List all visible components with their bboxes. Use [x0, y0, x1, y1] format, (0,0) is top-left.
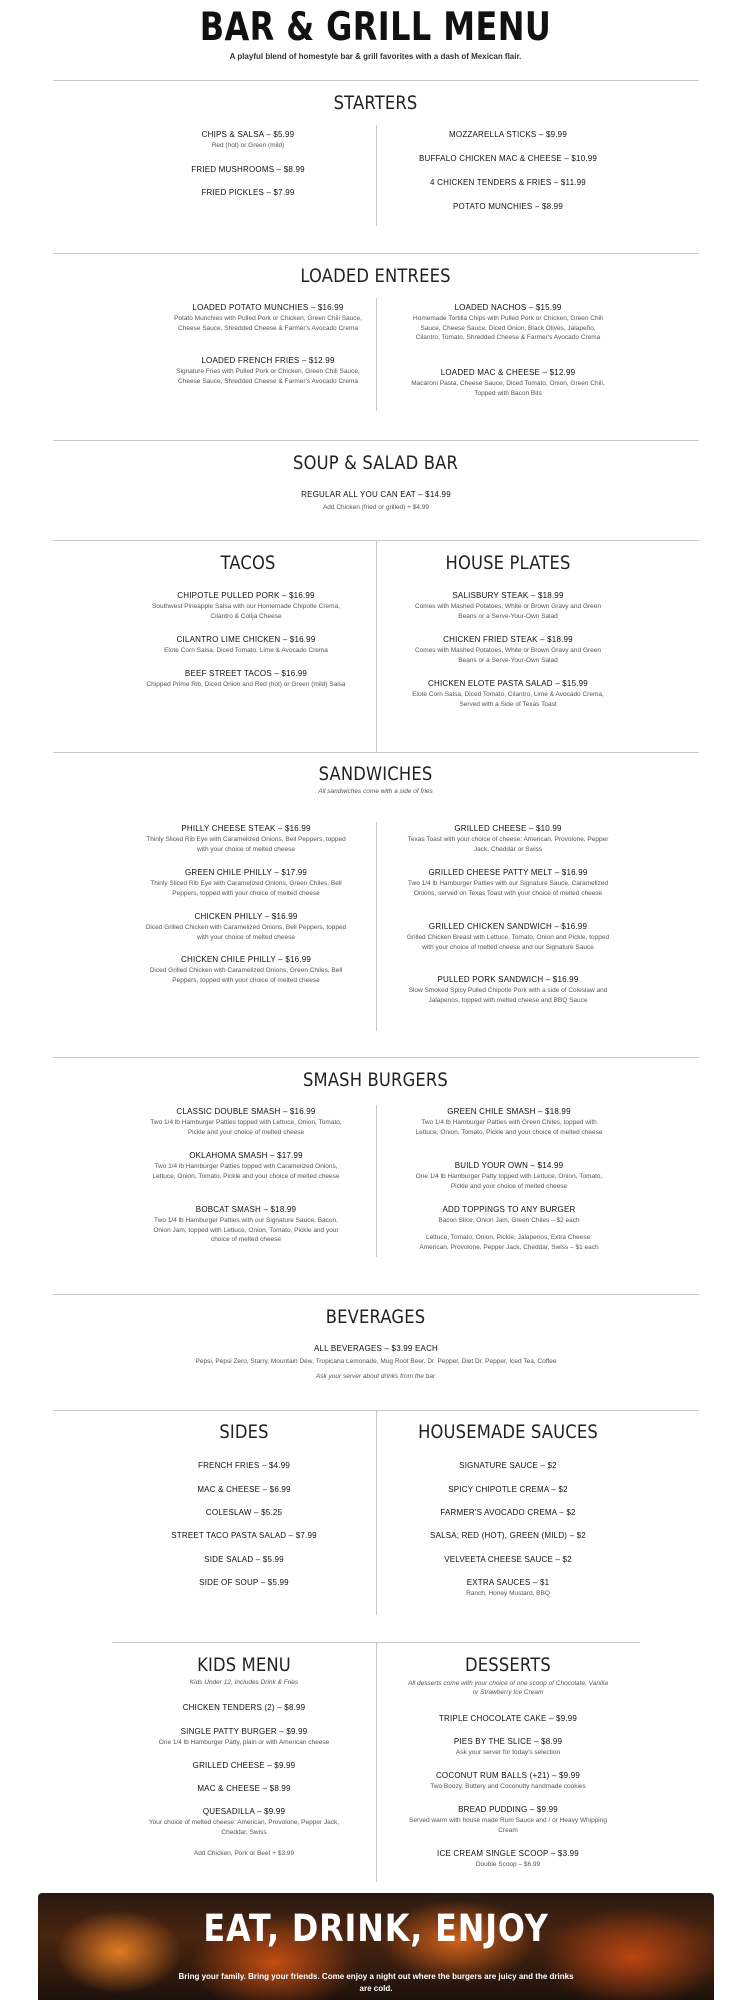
column-divider: [376, 1642, 377, 1882]
item-name: TRIPLE CHOCOLATE CAKE – $9.99: [438, 1714, 578, 1723]
menu-item: [408, 590, 608, 621]
item-desc: Chipped Prime Rib, Diced Onion and Red (hot) or Green (mild) Salsa: [146, 681, 346, 688]
menu-item: [410, 302, 606, 343]
tacos-title: TACOS: [220, 552, 276, 574]
menu-item: [388, 153, 628, 164]
item-name: CLASSIC DOUBLE SMASH – $16.99: [176, 1107, 316, 1116]
item-desc: Your choice of melted cheese: American, Provolone, Pepper Jack, Cheddar, Swiss: [148, 1819, 340, 1836]
soup-salad-item: [226, 489, 526, 513]
menu-item: [146, 1726, 342, 1748]
item-desc: Two 1/4 lb Hamburger Patties with our Signature Sauce, Bacon, Onion Jam, topped with Lettuce, Onion, Tomato, Pickle and your choice of melted cheese: [153, 1217, 339, 1243]
menu-item: [144, 867, 348, 898]
item-desc: Thinly Sliced Rib Eye with Caramelized Onions, Green Chiles, Bell Peppers, topped with your choice of melted cheese: [150, 880, 342, 897]
starters-title: STARTERS: [333, 92, 418, 114]
item-name: MAC & CHEESE – $8.99: [197, 1784, 291, 1793]
item-name: CHIPS & SALSA – $5.99: [201, 130, 295, 139]
item-desc: Ranch, Honey Mustard, BBQ: [466, 1590, 550, 1597]
desserts-title: DESSERTS: [465, 1654, 551, 1676]
item-name: BUILD YOUR OWN – $14.99: [454, 1161, 564, 1170]
house-plates-title: HOUSE PLATES: [445, 552, 571, 574]
column-divider: [376, 125, 377, 226]
item-name: GRILLED CHICKEN SANDWICH – $16.99: [428, 922, 588, 931]
item-name: SALISBURY STEAK – $18.99: [452, 591, 564, 600]
item-desc: Red (hot) or Green (mild): [211, 142, 285, 149]
menu-item: [150, 1150, 342, 1181]
menu-item: [412, 1232, 606, 1252]
item-desc: Signature Fries with Pulled Pork or Chicken, Green Chili Sauce, Cheese Sauce, Shredded Cheese & Farmer's Avocado Crema: [176, 368, 360, 385]
item-name: MAC & CHEESE – $6.99: [197, 1485, 291, 1494]
menu-item: [168, 302, 368, 333]
item-name: LOADED FRENCH FRIES – $12.99: [201, 356, 335, 365]
item-desc: Served warm with house made Rum Sauce and / or Heavy Whipping Cream: [409, 1817, 607, 1834]
loaded-entrees-left-column: [168, 302, 368, 385]
menu-item: [150, 1204, 342, 1245]
item-name: GREEN CHILE PHILLY – $17.99: [184, 868, 308, 877]
menu-item: [408, 1554, 608, 1565]
divider: [53, 1294, 699, 1295]
hero-banner: [38, 1893, 714, 2000]
soup-salad-title: SOUP & SALAD BAR: [293, 452, 458, 474]
item-desc: One 1/4 lb Hamburger Patty, plain or with American cheese: [158, 1739, 330, 1746]
column-divider: [376, 822, 377, 1031]
item-name: BREAD PUDDING – $9.99: [458, 1805, 558, 1814]
item-name: SINGLE PATTY BURGER – $9.99: [180, 1727, 308, 1736]
menu-item: [412, 1204, 606, 1226]
menu-item: [146, 668, 346, 690]
item-name: CHICKEN TENDERS (2) – $8.99: [182, 1703, 306, 1712]
beverages-title: BEVERAGES: [325, 1306, 426, 1328]
item-desc: Two 1/4 lb Hamburger Patties with Green Chiles, topped with Lettuce, Onion, Tomato, Pickle and your choice of melted cheese: [415, 1119, 603, 1136]
menu-item: [146, 590, 346, 621]
beverages-item: [126, 1343, 626, 1367]
menu-item: [144, 1530, 344, 1541]
menu-item: [150, 1106, 342, 1137]
item-name: COLESLAW – $5.25: [205, 1508, 283, 1517]
menu-item: [408, 1530, 608, 1541]
banner-title: EAT, DRINK, ENJOY: [203, 1907, 549, 1950]
item-desc: Elote Corn Salsa, Diced Tomato, Cilantro, Lime & Avocado Crema, Served with a Side of Texas Toast: [412, 691, 604, 708]
menu-item: [128, 129, 368, 151]
starters-left-column: [128, 129, 368, 197]
menu-item: [408, 1484, 608, 1495]
menu-item: [408, 1460, 608, 1471]
item-desc: Grilled Chicken Breast with Lettuce, Tomato, Onion and Pickle, topped with your choice of melted cheese and our Signature Sauce: [406, 934, 610, 951]
item-desc: Southwest Pineapple Salsa with our Homemade Chipotle Crema, Cilantro & Cotija Cheese: [152, 603, 340, 620]
menu-item: [388, 129, 628, 140]
item-name: PIES BY THE SLICE – $8.99: [453, 1737, 563, 1746]
smash-burgers-left-column: [150, 1106, 342, 1243]
menu-item: [144, 954, 348, 985]
item-name: FRENCH FRIES – $4.99: [197, 1461, 291, 1470]
house-plates-column: [408, 590, 608, 708]
item-name: VELVEETA CHEESE SAUCE – $2: [444, 1555, 572, 1564]
divider: [53, 80, 699, 81]
item-name: SIDE OF SOUP – $5.99: [199, 1578, 289, 1587]
menu-item: [404, 823, 612, 854]
item-desc: Two 1/4 lb Hamburger Patties with our Signature Sauce, Caramelized Onions, served on Texas Toast with your choice of melted cheese: [407, 880, 609, 897]
item-desc: Two 1/4 lb Hamburger Patties topped with Lettuce, Onion, Tomato, Pickle and your choice of melted cheese: [150, 1119, 342, 1136]
page-subtitle: A playful blend of homestyle bar & grill favorites with a dash of Mexican flair.: [229, 52, 522, 61]
item-name: GRILLED CHEESE – $10.99: [454, 824, 562, 833]
menu-item: [144, 1484, 344, 1495]
item-desc: Homemade Tortilla Chips with Pulled Pork or Chicken, Green Chili Sauce, Cheese Sauce, Diced Onion, Black Olives, Jalapeño, Cilantro, Tomato, Shredded Cheese & Farmer's Avocado Crema: [413, 315, 603, 341]
banner-subtitle: Bring your family. Bring your friends. Come enjoy a night out where the burgers are juicy and the drinks are cold.: [178, 1972, 574, 1993]
item-name: CILANTRO LIME CHICKEN – $16.99: [176, 635, 316, 644]
menu-item: [408, 1577, 608, 1599]
column-divider: [376, 298, 377, 411]
divider: [53, 253, 699, 254]
item-desc: Thinly Sliced Rib Eye with Caramelized Onions, Bell Peppers, topped with your choice of melted cheese: [146, 836, 346, 853]
sandwiches-right-column: [404, 823, 612, 1004]
menu-item: [146, 1806, 342, 1837]
item-name: CHICKEN ELOTE PASTA SALAD – $15.99: [428, 679, 588, 688]
item-desc: Add Chicken (fried or grilled) + $4.99: [322, 504, 430, 511]
item-name: ALL BEVERAGES – $3.99 EACH: [313, 1344, 439, 1353]
item-name: SALSA; RED (HOT), GREEN (MILD) – $2: [430, 1531, 586, 1540]
loaded-entrees-title: LOADED ENTREES: [300, 265, 451, 287]
loaded-entrees-right-column: [410, 302, 606, 397]
item-desc: Pepsi, Pepsi Zero, Starry, Mountain Dew, Tropicana Lemonade, Mug Root Beer, Dr. Pepper, Diet Dr. Pepper, Iced Tea, Coffee: [195, 1358, 557, 1365]
item-name: SIDE SALAD – $5.99: [204, 1555, 284, 1564]
item-desc: Bacon Slice, Onion Jam, Green Chiles – $2 each: [438, 1217, 580, 1224]
item-desc: One 1/4 lb Hamburger Patty topped with Lettuce, Onion, Tomato, Pickle and your choice of melted cheese: [415, 1173, 603, 1190]
menu-item: [408, 1736, 608, 1758]
menu-item: [144, 1460, 344, 1471]
item-name: FRIED PICKLES – $7.99: [201, 188, 295, 197]
item-name: FRIED MUSHROOMS – $8.99: [191, 165, 305, 174]
item-name: CHICKEN PHILLY – $16.99: [194, 912, 298, 921]
menu-item: [408, 1804, 608, 1835]
item-desc: Two 1/4 lb Hamburger Patties topped with Caramelized Onions, Lettuce, Onion, Tomato, Pickle and your choice of melted cheese: [152, 1163, 340, 1180]
menu-item: [168, 355, 368, 386]
item-desc: Macaroni Pasta, Cheese Sauce, Diced Tomato, Onion, Green Chili, Topped with Bacon Bits: [411, 380, 605, 397]
sandwiches-left-column: [144, 823, 348, 984]
item-name: SPICY CHIPOTLE CREMA – $2: [448, 1485, 568, 1494]
item-name: QUESADILLA – $9.99: [202, 1807, 286, 1816]
menu-item: [144, 1577, 344, 1588]
item-name: LOADED POTATO MUNCHIES – $16.99: [192, 303, 344, 312]
item-desc: Elote Corn Salsa, Diced Tomato, Lime & Avocado Crema: [164, 647, 328, 654]
item-name: BEEF STREET TACOS – $16.99: [184, 669, 308, 678]
item-name: OKLAHOMA SMASH – $17.99: [189, 1151, 303, 1160]
item-desc: Diced Grilled Chicken with Caramelized Onions, Bell Peppers, topped with your choice of melted cheese: [145, 924, 347, 941]
item-name: LOADED MAC & CHEESE – $12.99: [440, 368, 576, 377]
item-desc: Texas Toast with your choice of cheese: American, Provolone, Pepper Jack, Cheddar or Swiss: [407, 836, 609, 853]
menu-item: [412, 1106, 606, 1137]
menu-item: [404, 974, 612, 1005]
menu-item: [404, 867, 612, 898]
item-name: GRILLED CHEESE PATTY MELT – $16.99: [428, 868, 588, 877]
item-name: ADD TOPPINGS TO ANY BURGER: [442, 1205, 576, 1214]
item-name: BUFFALO CHICKEN MAC & CHEESE – $10.99: [418, 154, 598, 163]
sandwiches-title: SANDWICHES: [318, 763, 433, 785]
menu-item: [144, 1554, 344, 1565]
beverages-note: Ask your server about drinks from the bar: [315, 1373, 436, 1380]
kids-title: KIDS MENU: [197, 1654, 291, 1676]
item-name: STREET TACO PASTA SALAD – $7.99: [171, 1531, 317, 1540]
item-desc: Comes with Mashed Potatoes, White or Brown Gravy and Green Beans or a Serve-Your-Own Salad: [414, 647, 602, 664]
item-name: GRILLED CHEESE – $9.99: [192, 1761, 296, 1770]
item-name: COCONUT RUM BALLS (+21) – $9.99: [435, 1771, 581, 1780]
item-desc: Comes with Mashed Potatoes, White or Brown Gravy and Green Beans or a Serve-Your-Own Salad: [414, 603, 602, 620]
menu-item: [388, 177, 628, 188]
sandwiches-note: All sandwiches come with a side of fries: [318, 788, 433, 795]
divider: [53, 1057, 699, 1058]
menu-item: [128, 187, 368, 198]
menu-item: [146, 634, 346, 656]
page-title: BAR & GRILL MENU: [199, 5, 552, 50]
item-name: GREEN CHILE SMASH – $18.99: [447, 1107, 571, 1116]
item-name: REGULAR ALL YOU CAN EAT – $14.99: [301, 490, 451, 499]
sides-title: SIDES: [219, 1421, 269, 1443]
item-name: LOADED NACHOS – $15.99: [454, 303, 562, 312]
smash-burgers-right-column: [412, 1106, 606, 1251]
item-name: CHIPOTLE PULLED PORK – $16.99: [177, 591, 315, 600]
menu-item: [144, 1507, 344, 1518]
column-divider: [376, 1105, 377, 1257]
menu-item: [388, 201, 628, 212]
menu-item: [146, 1760, 342, 1771]
menu-item: [408, 1713, 608, 1724]
menu-item: [144, 823, 348, 854]
item-name: MOZZARELLA STICKS – $9.99: [449, 130, 567, 139]
sauces-title: HOUSEMADE SAUCES: [418, 1421, 598, 1443]
item-name: EXTRA SAUCES – $1: [466, 1578, 550, 1587]
item-desc: Potato Munchies with Pulled Pork or Chicken, Green Chili Sauce, Cheese Sauce, Shredded Cheese & Farmer's Avocado Crema: [174, 315, 362, 332]
menu-item: [408, 634, 608, 665]
column-divider: [376, 1410, 377, 1615]
item-desc: Two Boozy, Buttery and Coconutty handmade cookies: [430, 1783, 586, 1790]
item-name: ICE CREAM SINGLE SCOOP – $3.99: [437, 1849, 579, 1858]
item-name: SIGNATURE SAUCE – $2: [459, 1461, 557, 1470]
menu-item: [408, 1770, 608, 1792]
divider: [53, 440, 699, 441]
menu-item: [410, 367, 606, 398]
item-desc: Double Scoop – $6.99: [475, 1861, 541, 1868]
item-desc: Slow Smoked Spicy Pulled Chipotle Pork with a side of Coleslaw and Jalapenos, topped with melted cheese and BBQ Sauce: [408, 987, 608, 1004]
item-desc: Diced Grilled Chicken with Caramelized Onions, Green Chiles, Bell Peppers, topped with your choice of melted cheese: [149, 967, 343, 984]
item-name: CHICKEN FRIED STEAK – $18.99: [443, 635, 573, 644]
item-desc: Ask your server for today's selection: [455, 1749, 561, 1756]
kids-note: Kids Under 12, Includes Drink & Fries: [189, 1679, 299, 1686]
menu-item: [404, 921, 612, 952]
desserts-note: All desserts come with your choice of one scoop of Chocolate, Vanilla or Strawberry Ice Cream: [408, 1680, 608, 1696]
menu-item: [144, 911, 348, 942]
item-name: 4 CHICKEN TENDERS & FRIES – $11.99: [430, 178, 586, 187]
item-name: PULLED PORK SANDWICH – $16.99: [437, 975, 579, 984]
menu-item: [408, 1507, 608, 1518]
menu-item: [128, 164, 368, 175]
item-name: BOBCAT SMASH – $18.99: [195, 1205, 297, 1214]
menu-item: [146, 1702, 342, 1713]
menu-item: [408, 678, 608, 709]
item-name: FARMER'S AVOCADO CREMA – $2: [440, 1508, 576, 1517]
smash-burgers-title: SMASH BURGERS: [303, 1069, 448, 1091]
item-name: PHILLY CHEESE STEAK – $16.99: [181, 824, 311, 833]
tacos-column: [146, 590, 346, 688]
menu-item: [412, 1160, 606, 1191]
item-desc: Lettuce, Tomato, Onion, Pickle, Jalapenos, Extra Cheese: American, Provolone, Pepper Jack, Cheddar, Swiss – $1 each: [419, 1234, 599, 1251]
item-name: POTATO MUNCHIES – $8.99: [453, 202, 563, 211]
menu-item: [408, 1848, 608, 1870]
menu-item: [146, 1783, 342, 1794]
item-name: CHICKEN CHILE PHILLY – $16.99: [180, 955, 311, 964]
kids-addon: Add Chicken, Pork or Beef + $3.99: [193, 1850, 295, 1857]
column-divider: [376, 540, 377, 752]
divider: [53, 752, 699, 753]
